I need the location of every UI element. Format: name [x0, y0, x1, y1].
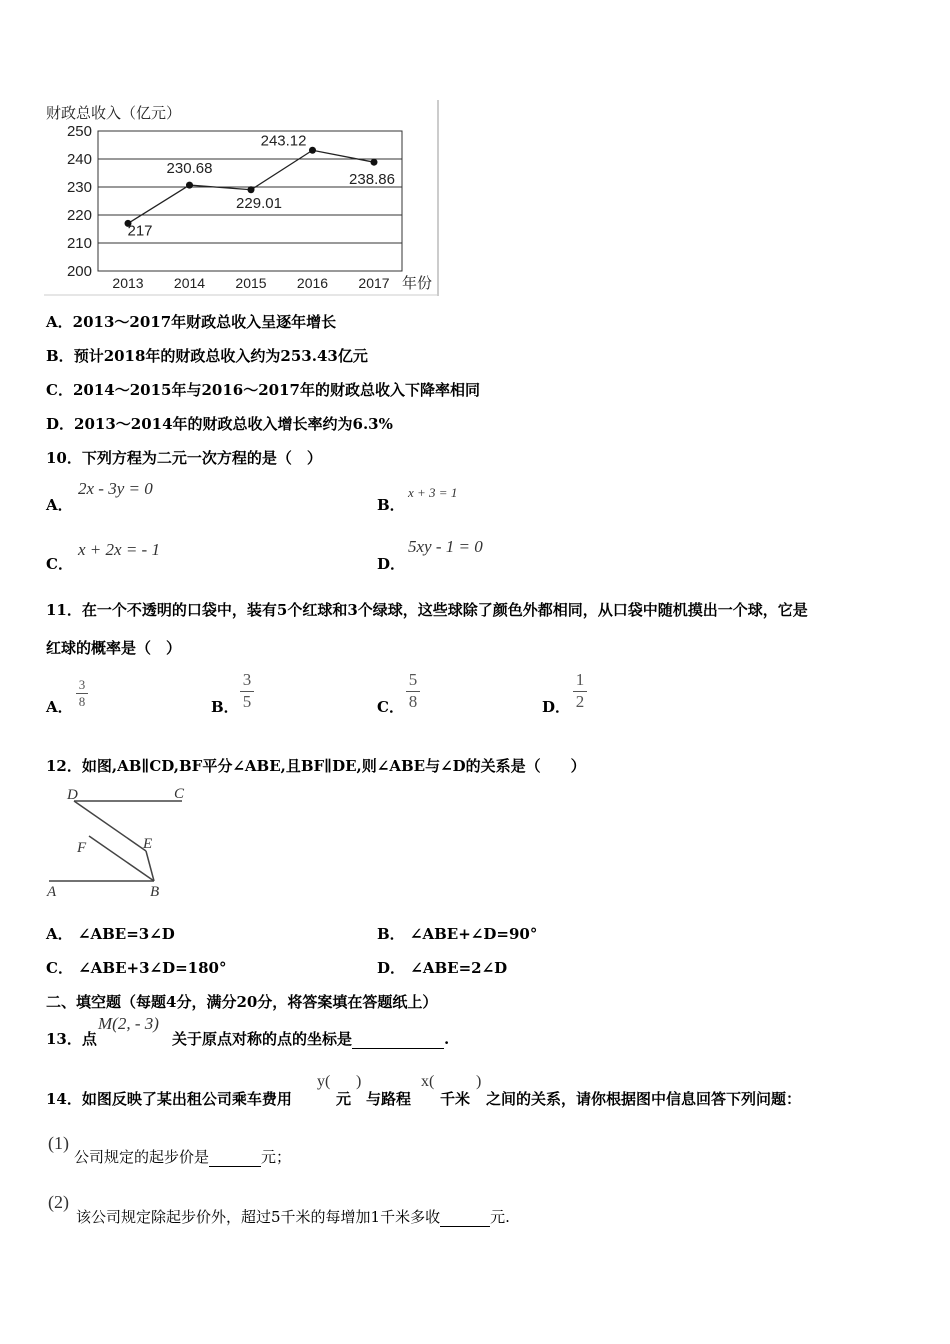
option-text: 预计2018年的财政总收入约为253.43亿元	[73, 347, 368, 365]
option-label: D．	[377, 959, 406, 977]
chart-x-tick-label: 2016	[296, 275, 329, 291]
q14-x-close: )	[476, 1073, 482, 1090]
chart-data-label: 230.68	[166, 160, 213, 178]
q11-option-d-fraction	[573, 671, 587, 711]
q10-option-c-expr: x + 2x = - 1	[78, 540, 160, 559]
revenue-line-chart	[44, 100, 439, 296]
q13-answer-blank[interactable]	[352, 1030, 444, 1049]
q14-sub1-number: (1)	[48, 1133, 69, 1153]
q13-end: .	[444, 1030, 450, 1048]
q10-option-d-label: D．	[377, 555, 406, 573]
chart-y-tick-label: 200	[66, 263, 92, 280]
option-label: B．	[46, 347, 74, 365]
q14-sub2-number: (2)	[48, 1192, 69, 1212]
q10-option-d-expr: 5xy - 1 = 0	[408, 537, 483, 556]
q10-option-a-expr: 2x - 3y = 0	[78, 479, 153, 498]
q11-option-b-label: B．	[211, 698, 239, 716]
label-a: A	[47, 884, 57, 900]
chart-svg	[44, 100, 439, 296]
q10-option-b-expr: x + 3 = 1	[408, 485, 458, 500]
q12-option-a	[46, 923, 175, 944]
q11-option-a-fraction	[76, 678, 88, 710]
chart-data-point	[371, 159, 378, 166]
label-f: F	[77, 840, 87, 856]
option-text: ∠ABE=3∠D	[77, 925, 175, 943]
label-e: E	[143, 836, 153, 852]
q14-y-var: y(	[317, 1073, 331, 1090]
chart-x-tick-label: 2015	[235, 275, 267, 291]
fraction-denominator: 8	[78, 694, 86, 710]
q10-stem: 10．下列方程为二元一次方程的是（ ）	[46, 449, 322, 467]
option-text: ∠ABE+3∠D=180°	[78, 959, 227, 977]
q14-part2: 与路程	[366, 1090, 412, 1108]
q10-option-c-label: C．	[46, 555, 73, 573]
q14-sub2-answer-blank[interactable]	[440, 1208, 490, 1227]
chart-data-label: 217	[127, 222, 153, 240]
option-label: D．	[46, 415, 75, 433]
option-text: 2013～2014年的财政总收入增长率约为6.3%	[74, 415, 393, 433]
q14-sub2	[76, 1206, 510, 1227]
label-d: D	[67, 787, 78, 803]
chart-data-label: 238.86	[349, 171, 395, 189]
q12-option-d	[377, 957, 507, 978]
option-text: ∠ABE=2∠D	[410, 959, 508, 977]
chart-data-label: 243.12	[260, 132, 307, 150]
chart-data-point	[309, 147, 316, 154]
label-c: C	[174, 786, 185, 802]
q13-suffix: 关于原点对称的点的坐标是	[172, 1030, 353, 1048]
q11-option-b-fraction	[240, 671, 254, 711]
q9-option-d	[46, 413, 393, 434]
q14-sub1-answer-blank[interactable]	[209, 1148, 261, 1167]
chart-data-point	[186, 182, 193, 189]
q10-option-b-label: B．	[377, 496, 405, 514]
q14-unit1: 元	[336, 1090, 352, 1108]
fraction-denominator: 8	[408, 691, 418, 711]
option-label: C．	[46, 381, 73, 399]
q14-y-close: )	[356, 1073, 362, 1090]
fraction-denominator: 5	[242, 691, 252, 711]
fraction-numerator: 3	[78, 677, 86, 692]
q11-stem-line2: 红球的概率是（ ）	[46, 639, 182, 657]
q12-geometry-figure	[44, 780, 204, 902]
fraction-numerator: 1	[575, 670, 585, 689]
option-text: ∠ABE+∠D=90°	[409, 925, 538, 943]
q9-option-a	[46, 311, 336, 332]
fraction-numerator: 3	[242, 670, 252, 689]
q14-sub2-text: 该公司规定除起步价外，超过5千米的每增加1千米多收	[76, 1208, 441, 1226]
option-label: A．	[46, 313, 73, 331]
chart-x-tick-label: 2017	[358, 275, 390, 291]
option-label: B．	[377, 925, 405, 943]
q14-part1: 14．如图反映了某出租公司乘车费用	[46, 1090, 292, 1108]
q11-option-c-label: C．	[377, 698, 404, 716]
q14-sub1-text: 公司规定的起步价是	[74, 1148, 210, 1166]
q14-part3: 之间的关系，请你根据图中信息回答下列问题：	[486, 1090, 802, 1108]
chart-y-tick-label: 230	[66, 179, 92, 196]
chart-y-tick-label: 220	[66, 207, 92, 224]
chart-data-point	[248, 186, 255, 193]
q14-unit2: 千米	[440, 1090, 471, 1108]
chart-x-tick-label: 2013	[112, 275, 144, 291]
q12-stem: 12．如图,AB∥CD,BF平分∠ABE,且BF∥DE,则∠ABE与∠D的关系是（ ）	[46, 757, 586, 775]
q11-option-c-fraction	[406, 671, 420, 711]
chart-data-label: 229.01	[236, 194, 282, 212]
chart-y-tick-label: 210	[66, 235, 92, 252]
option-text: 2013～2017年财政总收入呈逐年增长	[72, 313, 337, 331]
fraction-denominator: 2	[575, 691, 585, 711]
q13-prefix: 13．点	[46, 1030, 97, 1048]
chart-x-tick-label: 2014	[173, 275, 206, 291]
chart-y-tick-label: 250	[66, 123, 92, 140]
chart-y-axis-title: 财政总收入（亿元）	[46, 104, 182, 122]
fraction-numerator: 5	[408, 670, 418, 689]
option-text: 2014～2015年与2016～2017年的财政总收入下降率相同	[72, 381, 480, 399]
q11-option-a-label: A．	[46, 698, 73, 716]
q9-option-c	[46, 379, 480, 400]
section-2-title: 二、填空题（每题4分，满分20分，将答案填在答题纸上）	[46, 993, 438, 1011]
q14-sub1-end: 元；	[261, 1148, 292, 1166]
q10-option-a-label: A．	[46, 496, 73, 514]
q13-question	[172, 1028, 449, 1049]
chart-x-axis-title: 年份	[402, 274, 433, 292]
option-label: A．	[46, 925, 73, 943]
q14-sub1	[74, 1146, 291, 1167]
option-label: C．	[46, 959, 73, 977]
q11-stem-line1: 11．在一个不透明的口袋中，装有5个红球和3个绿球，这些球除了颜色外都相同，从口袋中随机摸出一个球，它是	[46, 601, 808, 619]
label-b: B	[150, 884, 160, 900]
q12-option-c	[46, 957, 226, 978]
q9-option-b	[46, 345, 368, 366]
q12-option-b	[377, 923, 537, 944]
chart-y-tick-label: 240	[66, 151, 92, 168]
chart-plot-area	[67, 123, 402, 291]
q14-sub2-end: 元.	[490, 1208, 510, 1226]
q14-x-var: x(	[421, 1073, 435, 1090]
q11-option-d-label: D．	[542, 698, 571, 716]
q13-point: M(2, - 3)	[98, 1014, 159, 1033]
